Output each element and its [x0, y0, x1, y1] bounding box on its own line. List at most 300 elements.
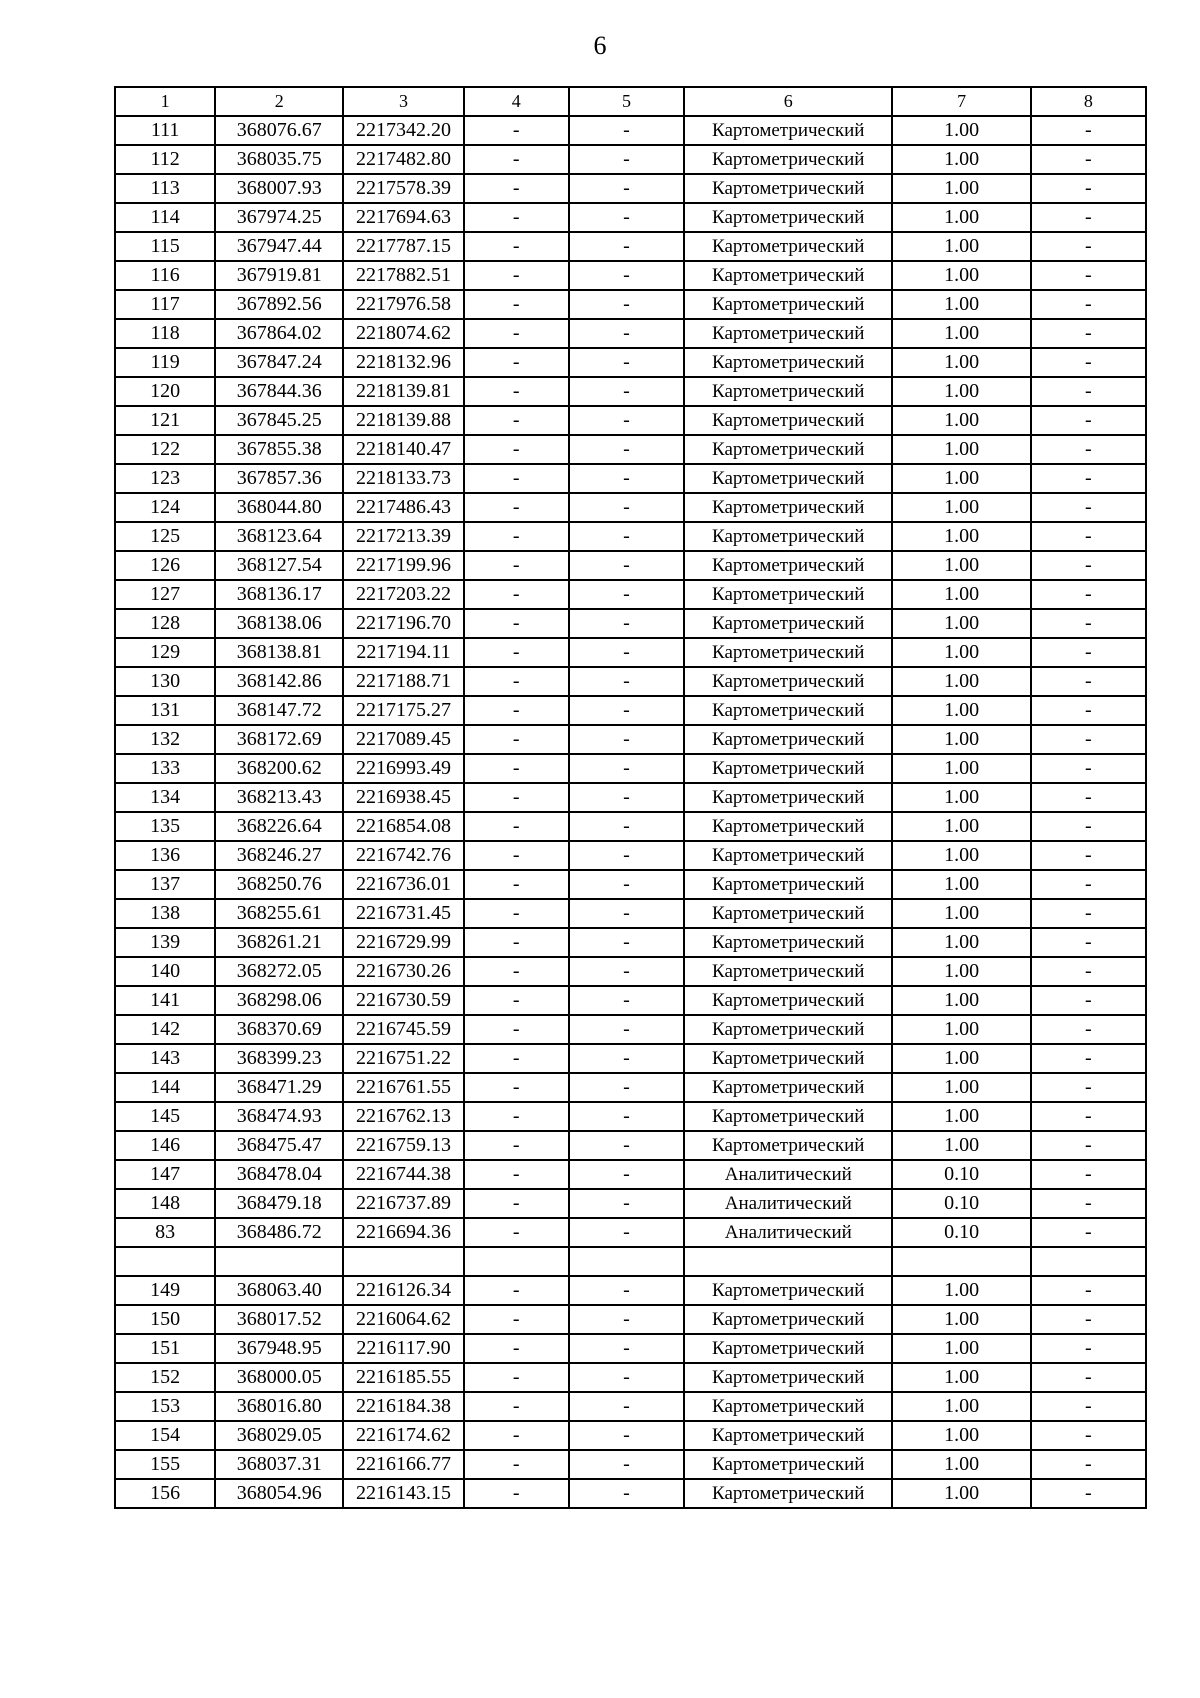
- point-number-cell: 148: [115, 1189, 215, 1218]
- column-8-cell: -: [1031, 232, 1146, 261]
- y-coordinate-cell: 2216736.01: [343, 870, 463, 899]
- y-coordinate-cell: 2216744.38: [343, 1160, 463, 1189]
- table-row: [115, 435, 1146, 464]
- method-cell: Картометрический: [684, 348, 892, 377]
- x-coordinate-cell: 368136.17: [215, 580, 343, 609]
- method-cell: Картометрический: [684, 696, 892, 725]
- method-cell: Картометрический: [684, 1073, 892, 1102]
- point-number-cell: 120: [115, 377, 215, 406]
- table-row: [115, 1450, 1146, 1479]
- point-number-cell: 128: [115, 609, 215, 638]
- y-coordinate-cell: 2217196.70: [343, 609, 463, 638]
- method-cell: Картометрический: [684, 1450, 892, 1479]
- column-header: 8: [1031, 87, 1146, 116]
- column-4-cell: -: [464, 464, 569, 493]
- method-cell: Картометрический: [684, 1421, 892, 1450]
- point-number-cell: 119: [115, 348, 215, 377]
- table-row: [115, 1160, 1146, 1189]
- x-coordinate-cell: 368029.05: [215, 1421, 343, 1450]
- accuracy-cell: 1.00: [892, 1276, 1030, 1305]
- x-coordinate-cell: 368016.80: [215, 1392, 343, 1421]
- column-4-cell: -: [464, 1189, 569, 1218]
- point-number-cell: 139: [115, 928, 215, 957]
- y-coordinate-cell: 2216185.55: [343, 1363, 463, 1392]
- column-4-cell: -: [464, 870, 569, 899]
- y-coordinate-cell: 2217203.22: [343, 580, 463, 609]
- column-4-cell: -: [464, 493, 569, 522]
- y-coordinate-cell: 2216745.59: [343, 1015, 463, 1044]
- column-5-cell: -: [569, 725, 684, 754]
- column-5-cell: -: [569, 348, 684, 377]
- column-5-cell: -: [569, 1363, 684, 1392]
- accuracy-cell: 1.00: [892, 1044, 1030, 1073]
- x-coordinate-cell: 368475.47: [215, 1131, 343, 1160]
- accuracy-cell: 0.10: [892, 1218, 1030, 1247]
- column-8-cell: -: [1031, 957, 1146, 986]
- column-8-cell: -: [1031, 580, 1146, 609]
- accuracy-cell: 1.00: [892, 1073, 1030, 1102]
- column-8-cell: -: [1031, 841, 1146, 870]
- table-row: [115, 928, 1146, 957]
- method-cell: Картометрический: [684, 725, 892, 754]
- table-row: [115, 1131, 1146, 1160]
- x-coordinate-cell: 368226.64: [215, 812, 343, 841]
- column-5-cell: -: [569, 522, 684, 551]
- accuracy-cell: 1.00: [892, 580, 1030, 609]
- table-row: [115, 551, 1146, 580]
- accuracy-cell: 1.00: [892, 1363, 1030, 1392]
- point-number-cell: [115, 1247, 215, 1276]
- column-8-cell: -: [1031, 1044, 1146, 1073]
- point-number-cell: 156: [115, 1479, 215, 1508]
- y-coordinate-cell: 2216729.99: [343, 928, 463, 957]
- column-8-cell: -: [1031, 870, 1146, 899]
- x-coordinate-cell: 367892.56: [215, 290, 343, 319]
- method-cell: Картометрический: [684, 1479, 892, 1508]
- column-5-cell: -: [569, 1015, 684, 1044]
- column-4-cell: -: [464, 754, 569, 783]
- table-row: [115, 1044, 1146, 1073]
- y-coordinate-cell: 2216854.08: [343, 812, 463, 841]
- x-coordinate-cell: 368272.05: [215, 957, 343, 986]
- x-coordinate-cell: 368123.64: [215, 522, 343, 551]
- x-coordinate-cell: 368037.31: [215, 1450, 343, 1479]
- column-4-cell: -: [464, 1334, 569, 1363]
- table-row: [115, 638, 1146, 667]
- accuracy-cell: 1.00: [892, 377, 1030, 406]
- column-header: 6: [684, 87, 892, 116]
- x-coordinate-cell: 368035.75: [215, 145, 343, 174]
- column-5-cell: -: [569, 1189, 684, 1218]
- y-coordinate-cell: 2216751.22: [343, 1044, 463, 1073]
- y-coordinate-cell: 2216730.59: [343, 986, 463, 1015]
- column-8-cell: -: [1031, 203, 1146, 232]
- x-coordinate-cell: 367857.36: [215, 464, 343, 493]
- accuracy-cell: 1.00: [892, 551, 1030, 580]
- column-4-cell: -: [464, 348, 569, 377]
- column-8-cell: -: [1031, 464, 1146, 493]
- column-4-cell: -: [464, 841, 569, 870]
- point-number-cell: 122: [115, 435, 215, 464]
- y-coordinate-cell: 2218139.88: [343, 406, 463, 435]
- column-5-cell: [569, 1247, 684, 1276]
- accuracy-cell: 1.00: [892, 1392, 1030, 1421]
- x-coordinate-cell: 368298.06: [215, 986, 343, 1015]
- column-4-cell: -: [464, 1392, 569, 1421]
- point-number-cell: 114: [115, 203, 215, 232]
- column-8-cell: -: [1031, 609, 1146, 638]
- column-5-cell: -: [569, 841, 684, 870]
- method-cell: Картометрический: [684, 638, 892, 667]
- table-row: [115, 406, 1146, 435]
- column-4-cell: -: [464, 1479, 569, 1508]
- accuracy-cell: 1.00: [892, 464, 1030, 493]
- x-coordinate-cell: 368246.27: [215, 841, 343, 870]
- column-8-cell: -: [1031, 261, 1146, 290]
- point-number-cell: 131: [115, 696, 215, 725]
- method-cell: Картометрический: [684, 377, 892, 406]
- column-5-cell: -: [569, 203, 684, 232]
- column-4-cell: -: [464, 1450, 569, 1479]
- y-coordinate-cell: 2216143.15: [343, 1479, 463, 1508]
- x-coordinate-cell: 367947.44: [215, 232, 343, 261]
- column-8-cell: -: [1031, 1160, 1146, 1189]
- column-4-cell: -: [464, 261, 569, 290]
- y-coordinate-cell: 2217213.39: [343, 522, 463, 551]
- column-5-cell: -: [569, 1160, 684, 1189]
- point-number-cell: 124: [115, 493, 215, 522]
- point-number-cell: 149: [115, 1276, 215, 1305]
- point-number-cell: 147: [115, 1160, 215, 1189]
- table-row: [115, 725, 1146, 754]
- table-row: [115, 1305, 1146, 1334]
- x-coordinate-cell: 368200.62: [215, 754, 343, 783]
- table-row: [115, 1073, 1146, 1102]
- table-row: [115, 899, 1146, 928]
- table-row: [115, 232, 1146, 261]
- column-8-cell: -: [1031, 145, 1146, 174]
- table-row: [115, 986, 1146, 1015]
- method-cell: Картометрический: [684, 1363, 892, 1392]
- point-number-cell: 112: [115, 145, 215, 174]
- method-cell: Картометрический: [684, 1334, 892, 1363]
- table-row: [115, 696, 1146, 725]
- point-number-cell: 123: [115, 464, 215, 493]
- method-cell: Картометрический: [684, 899, 892, 928]
- accuracy-cell: 1.00: [892, 841, 1030, 870]
- accuracy-cell: 1.00: [892, 116, 1030, 145]
- point-number-cell: 151: [115, 1334, 215, 1363]
- point-number-cell: 143: [115, 1044, 215, 1073]
- method-cell: Картометрический: [684, 870, 892, 899]
- method-cell: Картометрический: [684, 435, 892, 464]
- column-4-cell: -: [464, 725, 569, 754]
- x-coordinate-cell: 368255.61: [215, 899, 343, 928]
- y-coordinate-cell: 2217976.58: [343, 290, 463, 319]
- y-coordinate-cell: 2217694.63: [343, 203, 463, 232]
- accuracy-cell: 1.00: [892, 174, 1030, 203]
- y-coordinate-cell: 2216993.49: [343, 754, 463, 783]
- point-number-cell: 133: [115, 754, 215, 783]
- method-cell: Аналитический: [684, 1160, 892, 1189]
- column-8-cell: -: [1031, 290, 1146, 319]
- table-row: [115, 609, 1146, 638]
- column-8-cell: -: [1031, 116, 1146, 145]
- y-coordinate-cell: 2216742.76: [343, 841, 463, 870]
- accuracy-cell: 1.00: [892, 435, 1030, 464]
- column-5-cell: -: [569, 174, 684, 203]
- column-8-cell: -: [1031, 1073, 1146, 1102]
- column-5-cell: -: [569, 870, 684, 899]
- accuracy-cell: 1.00: [892, 667, 1030, 696]
- table-row: [115, 261, 1146, 290]
- accuracy-cell: 1.00: [892, 1102, 1030, 1131]
- column-5-cell: -: [569, 1479, 684, 1508]
- y-coordinate-cell: 2216759.13: [343, 1131, 463, 1160]
- x-coordinate-cell: 368399.23: [215, 1044, 343, 1073]
- x-coordinate-cell: 368471.29: [215, 1073, 343, 1102]
- column-5-cell: -: [569, 493, 684, 522]
- column-5-cell: -: [569, 580, 684, 609]
- x-coordinate-cell: 368127.54: [215, 551, 343, 580]
- column-5-cell: -: [569, 1218, 684, 1247]
- column-4-cell: -: [464, 319, 569, 348]
- x-coordinate-cell: 368063.40: [215, 1276, 343, 1305]
- column-8-cell: -: [1031, 1450, 1146, 1479]
- method-cell: Картометрический: [684, 1015, 892, 1044]
- column-8-cell: -: [1031, 1421, 1146, 1450]
- method-cell: Аналитический: [684, 1189, 892, 1218]
- point-number-cell: 135: [115, 812, 215, 841]
- y-coordinate-cell: 2218132.96: [343, 348, 463, 377]
- table-row: [115, 116, 1146, 145]
- y-coordinate-cell: 2216064.62: [343, 1305, 463, 1334]
- column-header: 1: [115, 87, 215, 116]
- column-5-cell: -: [569, 551, 684, 580]
- table-row: [115, 841, 1146, 870]
- point-number-cell: 126: [115, 551, 215, 580]
- table-row: [115, 754, 1146, 783]
- method-cell: Аналитический: [684, 1218, 892, 1247]
- column-4-cell: -: [464, 812, 569, 841]
- table-row: [115, 870, 1146, 899]
- column-5-cell: -: [569, 783, 684, 812]
- x-coordinate-cell: 368142.86: [215, 667, 343, 696]
- x-coordinate-cell: 368007.93: [215, 174, 343, 203]
- column-8-cell: -: [1031, 377, 1146, 406]
- column-4-cell: -: [464, 1421, 569, 1450]
- y-coordinate-cell: 2218140.47: [343, 435, 463, 464]
- column-4-cell: -: [464, 1305, 569, 1334]
- y-coordinate-cell: 2216694.36: [343, 1218, 463, 1247]
- column-5-cell: -: [569, 986, 684, 1015]
- method-cell: Картометрический: [684, 493, 892, 522]
- accuracy-cell: 1.00: [892, 1421, 1030, 1450]
- column-5-cell: -: [569, 754, 684, 783]
- table-row: [115, 348, 1146, 377]
- table-row: [115, 145, 1146, 174]
- column-4-cell: -: [464, 1160, 569, 1189]
- table-row: [115, 1189, 1146, 1218]
- accuracy-cell: 0.10: [892, 1189, 1030, 1218]
- column-8-cell: -: [1031, 1276, 1146, 1305]
- method-cell: Картометрический: [684, 522, 892, 551]
- accuracy-cell: 1.00: [892, 609, 1030, 638]
- column-8-cell: -: [1031, 1363, 1146, 1392]
- method-cell: Картометрический: [684, 957, 892, 986]
- column-5-cell: -: [569, 116, 684, 145]
- x-coordinate-cell: 368486.72: [215, 1218, 343, 1247]
- x-coordinate-cell: 368261.21: [215, 928, 343, 957]
- column-4-cell: -: [464, 696, 569, 725]
- point-number-cell: 144: [115, 1073, 215, 1102]
- x-coordinate-cell: 368474.93: [215, 1102, 343, 1131]
- table-row: [115, 1363, 1146, 1392]
- column-header: 4: [464, 87, 569, 116]
- accuracy-cell: 1.00: [892, 1131, 1030, 1160]
- table-row: [115, 812, 1146, 841]
- table-row: [115, 174, 1146, 203]
- x-coordinate-cell: 367948.95: [215, 1334, 343, 1363]
- x-coordinate-cell: 368147.72: [215, 696, 343, 725]
- column-4-cell: -: [464, 145, 569, 174]
- column-4-cell: -: [464, 1102, 569, 1131]
- column-8-cell: -: [1031, 493, 1146, 522]
- point-number-cell: 111: [115, 116, 215, 145]
- y-coordinate-cell: 2217787.15: [343, 232, 463, 261]
- method-cell: Картометрический: [684, 841, 892, 870]
- column-5-cell: -: [569, 638, 684, 667]
- column-8-cell: -: [1031, 899, 1146, 928]
- accuracy-cell: 1.00: [892, 1450, 1030, 1479]
- method-cell: Картометрический: [684, 928, 892, 957]
- method-cell: Картометрический: [684, 1102, 892, 1131]
- column-4-cell: -: [464, 899, 569, 928]
- column-8-cell: -: [1031, 1189, 1146, 1218]
- x-coordinate-cell: 367919.81: [215, 261, 343, 290]
- column-8-cell: -: [1031, 696, 1146, 725]
- column-8-cell: -: [1031, 928, 1146, 957]
- x-coordinate-cell: 367864.02: [215, 319, 343, 348]
- column-4-cell: -: [464, 290, 569, 319]
- accuracy-cell: 1.00: [892, 870, 1030, 899]
- column-8-cell: -: [1031, 725, 1146, 754]
- y-coordinate-cell: 2216730.26: [343, 957, 463, 986]
- column-4-cell: -: [464, 667, 569, 696]
- x-coordinate-cell: 368370.69: [215, 1015, 343, 1044]
- method-cell: Картометрический: [684, 145, 892, 174]
- column-5-cell: -: [569, 1102, 684, 1131]
- column-8-cell: -: [1031, 986, 1146, 1015]
- x-coordinate-cell: 368054.96: [215, 1479, 343, 1508]
- y-coordinate-cell: 2216117.90: [343, 1334, 463, 1363]
- column-8-cell: [1031, 1247, 1146, 1276]
- y-coordinate-cell: 2216762.13: [343, 1102, 463, 1131]
- column-4-cell: -: [464, 986, 569, 1015]
- method-cell: Картометрический: [684, 319, 892, 348]
- column-5-cell: -: [569, 464, 684, 493]
- x-coordinate-cell: 368478.04: [215, 1160, 343, 1189]
- accuracy-cell: 1.00: [892, 957, 1030, 986]
- column-5-cell: -: [569, 435, 684, 464]
- accuracy-cell: 1.00: [892, 406, 1030, 435]
- accuracy-cell: 1.00: [892, 696, 1030, 725]
- column-header: 3: [343, 87, 463, 116]
- method-cell: Картометрический: [684, 1044, 892, 1073]
- column-5-cell: -: [569, 1334, 684, 1363]
- method-cell: Картометрический: [684, 116, 892, 145]
- column-5-cell: -: [569, 667, 684, 696]
- column-4-cell: [464, 1247, 569, 1276]
- y-coordinate-cell: 2217882.51: [343, 261, 463, 290]
- column-5-cell: -: [569, 1305, 684, 1334]
- x-coordinate-cell: [215, 1247, 343, 1276]
- point-number-cell: 150: [115, 1305, 215, 1334]
- method-cell: Картометрический: [684, 986, 892, 1015]
- point-number-cell: 137: [115, 870, 215, 899]
- column-4-cell: -: [464, 551, 569, 580]
- table-row: [115, 493, 1146, 522]
- table-row: [115, 290, 1146, 319]
- point-number-cell: 118: [115, 319, 215, 348]
- column-4-cell: -: [464, 406, 569, 435]
- column-5-cell: -: [569, 1450, 684, 1479]
- column-8-cell: -: [1031, 522, 1146, 551]
- table-row: [115, 1218, 1146, 1247]
- y-coordinate-cell: 2217578.39: [343, 174, 463, 203]
- accuracy-cell: 1.00: [892, 928, 1030, 957]
- column-5-cell: -: [569, 406, 684, 435]
- point-number-cell: 127: [115, 580, 215, 609]
- column-5-cell: -: [569, 290, 684, 319]
- accuracy-cell: 1.00: [892, 522, 1030, 551]
- point-number-cell: 121: [115, 406, 215, 435]
- table-body: [115, 116, 1146, 1508]
- method-cell: Картометрический: [684, 1392, 892, 1421]
- method-cell: [684, 1247, 892, 1276]
- x-coordinate-cell: 368138.81: [215, 638, 343, 667]
- table-row: [115, 377, 1146, 406]
- coordinates-table: [114, 86, 1147, 1509]
- accuracy-cell: 1.00: [892, 899, 1030, 928]
- y-coordinate-cell: 2218074.62: [343, 319, 463, 348]
- point-number-cell: 125: [115, 522, 215, 551]
- point-number-cell: 129: [115, 638, 215, 667]
- point-number-cell: 83: [115, 1218, 215, 1247]
- x-coordinate-cell: 367847.24: [215, 348, 343, 377]
- y-coordinate-cell: 2216737.89: [343, 1189, 463, 1218]
- accuracy-cell: 1.00: [892, 203, 1030, 232]
- page-number: 6: [593, 31, 607, 60]
- method-cell: Картометрический: [684, 551, 892, 580]
- column-8-cell: -: [1031, 812, 1146, 841]
- table-row: [115, 203, 1146, 232]
- table-row: [115, 1276, 1146, 1305]
- accuracy-cell: 1.00: [892, 145, 1030, 174]
- column-8-cell: -: [1031, 1479, 1146, 1508]
- point-number-cell: 113: [115, 174, 215, 203]
- y-coordinate-cell: 2216938.45: [343, 783, 463, 812]
- column-4-cell: -: [464, 377, 569, 406]
- column-4-cell: -: [464, 783, 569, 812]
- accuracy-cell: 1.00: [892, 319, 1030, 348]
- method-cell: Картометрический: [684, 1276, 892, 1305]
- method-cell: Картометрический: [684, 667, 892, 696]
- accuracy-cell: 1.00: [892, 783, 1030, 812]
- accuracy-cell: 1.00: [892, 232, 1030, 261]
- method-cell: Картометрический: [684, 261, 892, 290]
- column-8-cell: -: [1031, 783, 1146, 812]
